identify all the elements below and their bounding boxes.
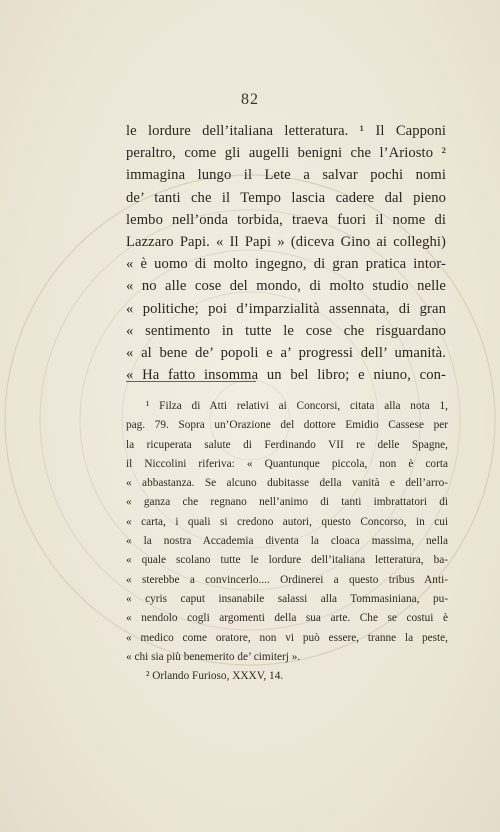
- footnote-line: « chi sia più benemerito de’ cimiterj ».: [126, 650, 301, 663]
- page-number: 82: [241, 91, 259, 108]
- footnote-line: pag. 79. Sopra un’Orazione del dottore Emidio Cassese per: [126, 419, 448, 432]
- footnote-line: « nendolo cogli argomenti della sua arte. Che se costui è: [126, 612, 448, 625]
- main-text: [126, 120, 446, 386]
- text-line: « politiche; poi d’imparzialità assennata, di gran: [126, 300, 446, 317]
- footnotes: [126, 397, 448, 686]
- footnote-line: ² Orlando Furioso, XXXV, 14.: [146, 670, 284, 683]
- footnote-line: « ganza che regnano nell’animo di tanti imbrattatori di: [126, 496, 448, 509]
- text-line: de’ tanti che il Tempo lascia cadere dal pieno: [126, 189, 446, 206]
- footnote-separator: [126, 381, 256, 382]
- footnote-line: « cyris caput insanabile salassi alla Tommasiniana, pu-: [126, 592, 448, 605]
- text-line: lembo nell’onda torbida, traeva fuori il nome di: [126, 211, 446, 228]
- footnote-line: « la nostra Accademia diventa la cloaca massima, nella: [126, 535, 448, 548]
- footnote-line: « carta, i quali si credono autori, questo Concorso, in cui: [126, 515, 448, 528]
- text-line: peraltro, come gli augelli benigni che l’Ariosto ²: [126, 145, 446, 162]
- text-line: « è uomo di molto ingegno, di gran pratica intor-: [126, 256, 446, 273]
- text-line: « Ha fatto insomma un bel libro; e niuno, con-: [126, 367, 446, 384]
- text-line: « no alle cose del mondo, di molto studio nelle: [126, 278, 446, 295]
- footnote-line: « sterebbe a convincerlo.... Ordinerei a questo tribus Anti-: [126, 573, 448, 586]
- text-line: immagina lungo il Lete a salvar pochi nomi: [126, 167, 446, 184]
- text-line: « al bene de’ popoli e a’ progressi dell’ umanità.: [126, 344, 446, 361]
- text-line: Lazzaro Papi. « Il Papi » (diceva Gino ai colleghi): [126, 233, 446, 250]
- text-line: « sentimento in tutte le cose che risguardano: [126, 322, 446, 339]
- footnote-line: la ricuperata salute di Ferdinando VII re delle Spagne,: [126, 438, 448, 451]
- footnote-line: ¹ Filza di Atti relativi ai Concorsi, citata alla nota 1,: [146, 400, 448, 412]
- footnote-line: « abbastanza. Se alcuno dubitasse della vanità e dell’arro-: [126, 477, 448, 490]
- footnote-line: « medico come oratore, non vi può essere, tranne la peste,: [126, 631, 448, 644]
- footnote-line: il Niccolini riferiva: « Quantunque piccola, non è corta: [126, 457, 448, 470]
- text-line: le lordure dell’italiana letteratura. ¹ Il Capponi: [126, 123, 446, 139]
- footnote-line: « quale scolano tutte le lordure dell’italiana letteratura, ba-: [126, 554, 448, 567]
